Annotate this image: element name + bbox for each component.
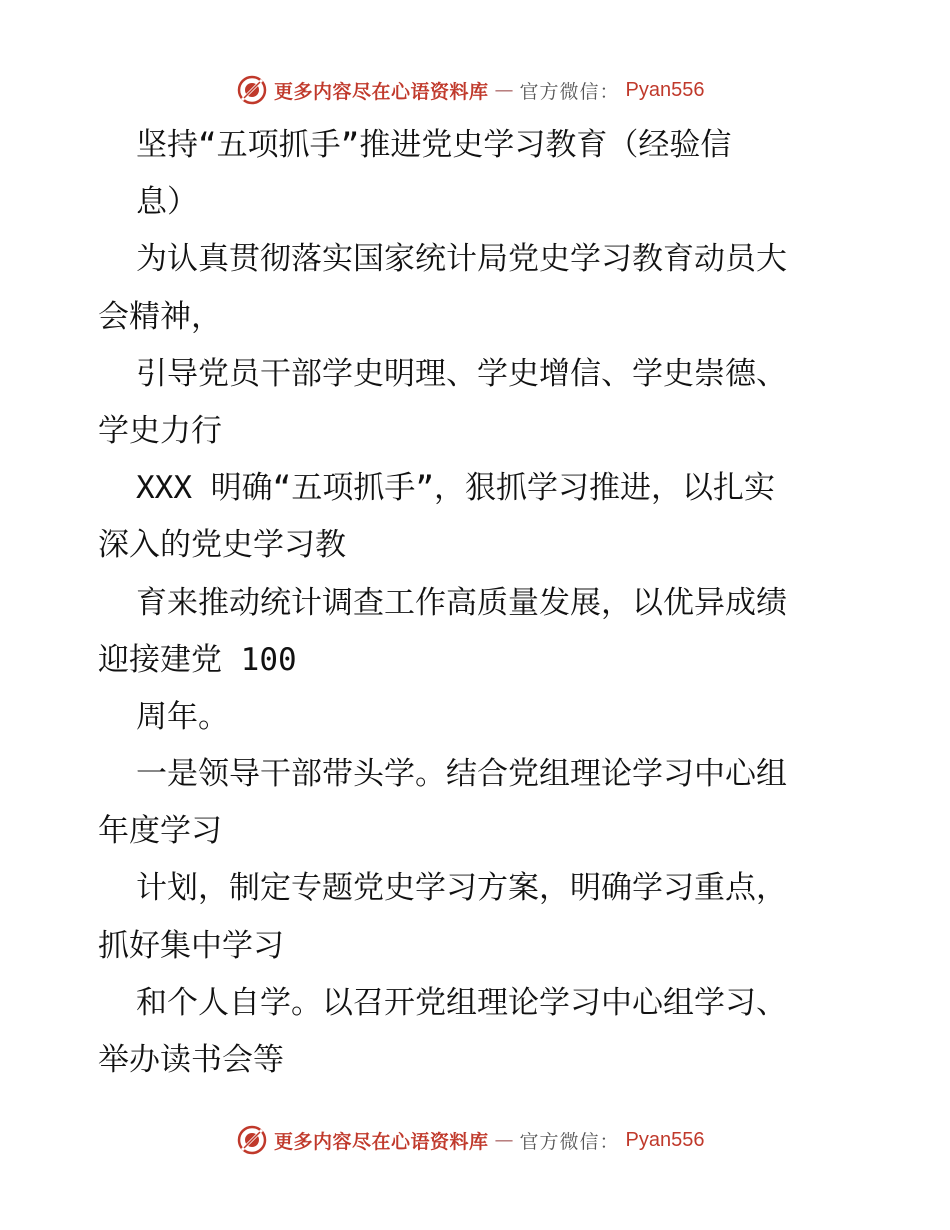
banner-wechat-label: 官方微信： <box>519 80 620 103</box>
header-watermark-banner <box>236 72 705 108</box>
document-line: 引导党员干部学史明理、学史增信、学史崇德、 <box>136 355 787 392</box>
document-line: 迎接建党 100 <box>98 641 297 678</box>
document-line: XXX 明确“五项抓手”，狠抓学习推进，以扎实 <box>136 470 775 507</box>
document-line: 息） <box>136 184 198 221</box>
banner-site-text: 更多内容尽在心语资料库 <box>274 1130 489 1153</box>
document-line: 坚持“五项抓手”推进党史学习教育（经验信 <box>136 127 732 163</box>
document-line: 为认真贯彻落实国家统计局党史学习教育动员大 <box>136 241 787 278</box>
document-line: 育来推动统计调查工作高质量发展，以优异成绩 <box>136 584 787 621</box>
banner-dash: — <box>494 79 514 101</box>
document-line: 和个人自学。以召开党组理论学习中心组学习、 <box>136 984 787 1021</box>
document-line: 举办读书会等 <box>98 1042 284 1078</box>
brand-logo-icon <box>236 74 268 106</box>
banner-wechat-label: 官方微信： <box>519 1130 620 1153</box>
footer-watermark-banner <box>236 1122 705 1158</box>
document-line: 计划，制定专题党史学习方案，明确学习重点， <box>136 870 787 907</box>
document-line: 一是领导干部带头学。结合党组理论学习中心组 <box>136 756 787 793</box>
document-line: 年度学习 <box>98 813 222 850</box>
banner-wechat-id: Pyan556 <box>625 1128 705 1151</box>
banner-wechat-id: Pyan556 <box>625 78 705 101</box>
document-line: 周年。 <box>136 698 229 735</box>
brand-logo-icon <box>236 1124 268 1156</box>
document-line: 深入的党史学习教 <box>98 527 346 564</box>
document-body <box>98 117 858 1089</box>
banner-dash: — <box>494 1129 514 1151</box>
document-line: 抓好集中学习 <box>98 927 284 964</box>
document-line: 学史力行 <box>98 412 222 449</box>
document-line: 会精神， <box>98 298 222 335</box>
banner-site-text: 更多内容尽在心语资料库 <box>274 80 489 103</box>
